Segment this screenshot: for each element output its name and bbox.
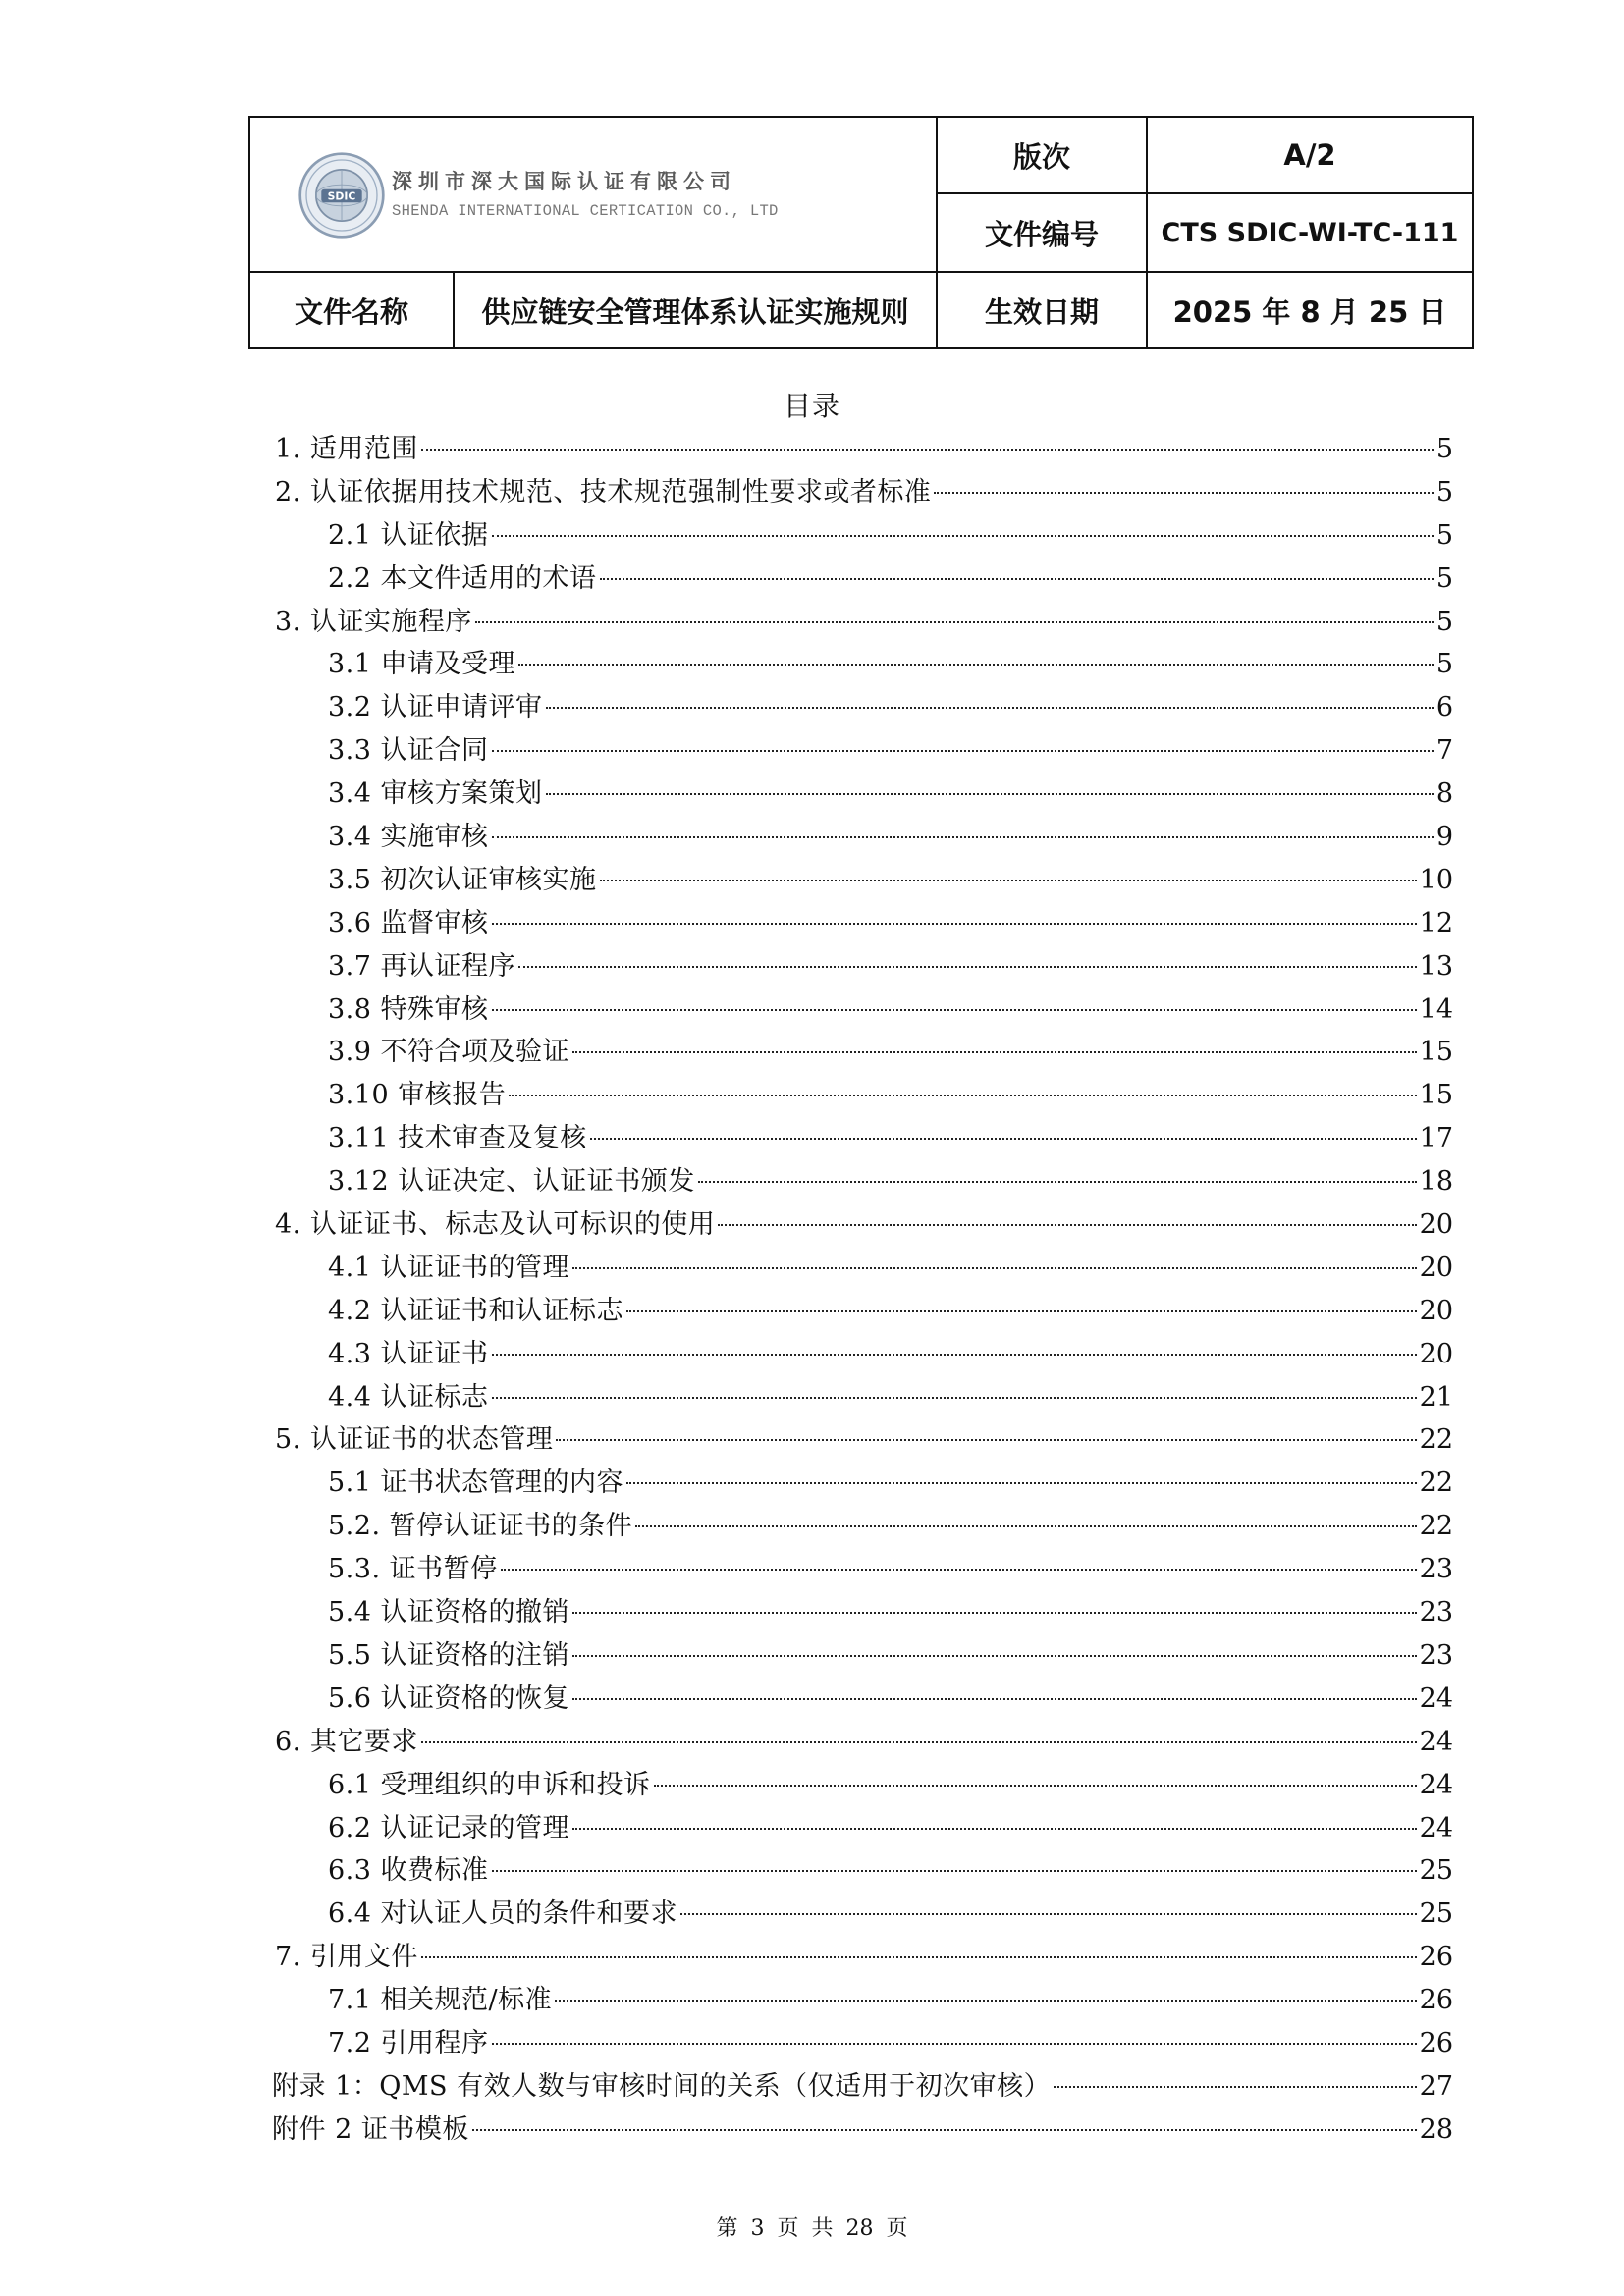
toc-entry[interactable] [275,729,1453,773]
toc-dot-leader [501,1569,1417,1571]
toc-entry[interactable] [275,1548,1453,1591]
toc-entry[interactable] [275,859,1453,902]
toc-entry-label: 7.1 相关规范/标准 [328,1985,553,2016]
toc-entry-label: 4.3 认证证书 [328,1338,489,1369]
toc-dot-leader [492,836,1434,838]
toc-entry-page: 15 [1419,1037,1453,1068]
toc-entry[interactable] [275,1160,1453,1203]
toc-dot-leader [492,1354,1417,1356]
toc-dot-leader [492,2043,1417,2045]
toc-dot-leader [492,1009,1417,1011]
toc-dot-leader [934,492,1433,494]
toc-dot-leader [492,1397,1417,1399]
toc-dot-leader [475,621,1434,623]
doc-number-value: CTS SDIC-WI-TC-111 [1161,217,1459,248]
toc-entry-label: 附件 2 证书模板 [272,2113,469,2145]
toc-dot-leader [546,707,1434,709]
table-of-contents [272,428,1453,2152]
toc-entry[interactable] [275,988,1453,1032]
toc-entry[interactable] [275,1074,1453,1117]
toc-dot-leader [635,1525,1417,1527]
toc-entry-label: 3.6 监督审核 [328,907,489,938]
toc-entry-label: 3.2 认证申请评审 [328,692,543,723]
toc-entry-label: 3.8 特殊审核 [328,993,489,1025]
toc-entry[interactable] [275,1376,1453,1419]
toc-entry[interactable] [275,1936,1453,1979]
toc-entry[interactable] [275,1979,1453,2022]
toc-entry-page: 12 [1419,907,1453,938]
toc-entry-label: 3.12 认证决定、认证证书颁发 [328,1166,695,1198]
toc-entry[interactable] [275,1807,1453,1850]
toc-dot-leader [492,750,1434,752]
toc-entry-page: 17 [1419,1123,1453,1154]
toc-entry[interactable] [275,902,1453,945]
doc-number-label: 文件编号 [984,217,1099,251]
toc-entry-page: 20 [1419,1252,1453,1283]
toc-entry-page: 20 [1419,1209,1453,1241]
toc-entry-label: 附录 1：QMS 有效人数与审核时间的关系（仅适用于初次审核） [272,2070,1052,2102]
toc-entry-label: 5.6 认证资格的恢复 [328,1682,570,1714]
toc-dot-leader [421,449,1434,451]
toc-dot-leader [698,1181,1417,1183]
toc-entry[interactable] [275,1247,1453,1290]
toc-dot-leader [572,1612,1417,1614]
toc-entry[interactable] [275,1031,1453,1074]
toc-entry-label: 4. 认证证书、标志及认可标识的使用 [275,1209,716,1241]
toc-entry-label: 1. 适用范围 [275,434,418,464]
toc-entry-label: 3.5 初次认证审核实施 [328,864,597,895]
toc-dot-leader [509,1095,1416,1096]
toc-entry[interactable] [275,1764,1453,1807]
document-header-table [248,116,1474,349]
toc-entry-label: 3.1 申请及受理 [328,649,516,680]
toc-entry[interactable] [275,1462,1453,1505]
toc-entry-label: 5.2. 暂停认证证书的条件 [328,1511,633,1542]
toc-title: 目录 [783,390,840,422]
company-logo-block [250,118,938,273]
toc-dot-leader [472,2129,1417,2131]
toc-entry-page: 26 [1419,2027,1453,2058]
toc-entry[interactable] [275,1418,1453,1462]
toc-dot-leader [518,966,1417,968]
toc-entry-page: 18 [1419,1166,1453,1198]
toc-entry-page: 24 [1419,1769,1453,1800]
toc-entry[interactable] [275,643,1453,686]
toc-entry-label: 2.1 认证依据 [328,519,489,551]
toc-entry-label: 4.1 认证证书的管理 [328,1252,570,1283]
toc-entry[interactable] [275,2022,1453,2065]
toc-entry-label: 5.3. 证书暂停 [328,1554,498,1585]
toc-entry-page: 27 [1419,2070,1453,2102]
toc-entry-label: 6.2 认证记录的管理 [328,1812,570,1843]
company-name-en: SHENDA INTERNATIONAL CERTICATION CO., LTD [392,201,779,220]
toc-entry-label: 7.2 引用程序 [328,2027,489,2058]
doc-name-label: 文件名称 [294,294,408,329]
company-name-cn: 深圳市深大国际认证有限公司 [392,169,736,193]
toc-dot-leader [572,1698,1417,1700]
doc-name-value: 供应链安全管理体系认证实施规则 [481,294,909,329]
toc-entry-page: 5 [1435,519,1453,551]
toc-entry-label: 6.4 对认证人员的条件和要求 [328,1898,678,1930]
toc-dot-leader [572,1051,1417,1053]
toc-entry[interactable] [275,1505,1453,1548]
toc-entry-page: 26 [1419,1942,1453,1973]
toc-entry-page: 24 [1419,1682,1453,1714]
toc-entry[interactable] [275,816,1453,859]
toc-entry-label: 4.4 认证标志 [328,1381,489,1413]
toc-entry[interactable] [275,558,1453,601]
toc-entry-label: 3.4 实施审核 [328,822,489,853]
toc-dot-leader [654,1785,1417,1787]
toc-entry-page: 6 [1435,692,1453,723]
toc-entry-label: 5.5 认证资格的注销 [328,1639,570,1671]
toc-dot-leader [492,1870,1417,1872]
toc-entry[interactable] [275,686,1453,729]
toc-entry-page: 13 [1419,950,1453,982]
toc-entry-label: 3.10 审核报告 [328,1080,507,1111]
toc-entry[interactable] [275,1678,1453,1721]
toc-entry-page: 25 [1419,1898,1453,1930]
toc-entry-page: 22 [1419,1468,1453,1499]
toc-entry-page: 24 [1419,1726,1453,1757]
toc-entry-page: 5 [1435,606,1453,637]
toc-dot-leader [600,880,1417,881]
toc-entry[interactable] [275,1849,1453,1893]
effective-date-value: 2025 年 8 月 25 日 [1172,294,1447,329]
toc-dot-leader [421,1956,1417,1958]
toc-entry-page: 20 [1419,1338,1453,1369]
toc-entry[interactable] [275,471,1453,514]
toc-entry-page: 21 [1419,1381,1453,1413]
toc-entry-label: 6.3 收费标准 [328,1855,489,1887]
toc-entry-label: 2.2 本文件适用的术语 [328,562,597,594]
toc-entry[interactable] [275,1203,1453,1247]
toc-entry-page: 22 [1419,1511,1453,1542]
toc-dot-leader [492,535,1434,537]
toc-dot-leader [718,1224,1416,1226]
toc-dot-leader [572,1828,1417,1830]
effective-date-label: 生效日期 [984,294,1099,329]
page-number-footer: 第 3 页 共 28 页 [716,2216,908,2241]
toc-entry-page: 23 [1419,1597,1453,1629]
toc-entry-page: 25 [1419,1855,1453,1887]
toc-entry[interactable] [275,1290,1453,1333]
toc-entry[interactable] [275,1634,1453,1678]
toc-entry[interactable] [272,2109,1453,2152]
toc-entry-label: 3.11 技术审查及复核 [328,1123,587,1154]
toc-entry[interactable] [275,1591,1453,1634]
toc-entry-label: 5. 认证证书的状态管理 [275,1424,554,1456]
toc-entry-label: 3.3 认证合同 [328,735,489,767]
toc-dot-leader [600,578,1434,580]
company-seal-icon [298,151,386,240]
toc-entry-label: 3. 认证实施程序 [275,606,472,637]
toc-entry-label: 6.1 受理组织的申诉和投诉 [328,1769,651,1800]
toc-entry-label: 4.2 认证证书和认证标志 [328,1295,624,1326]
toc-entry-page: 9 [1435,822,1453,853]
toc-dot-leader [518,664,1434,666]
toc-entry[interactable] [275,1333,1453,1376]
toc-entry-page: 14 [1419,993,1453,1025]
toc-entry[interactable] [275,428,1453,471]
toc-dot-leader [590,1138,1417,1140]
toc-entry-page: 26 [1419,1985,1453,2016]
toc-entry-page: 22 [1419,1424,1453,1456]
toc-entry-page: 20 [1419,1295,1453,1326]
toc-entry-page: 23 [1419,1639,1453,1671]
toc-entry-label: 2. 认证依据用技术规范、技术规范强制性要求或者标准 [275,476,932,507]
toc-entry-page: 15 [1419,1080,1453,1111]
toc-entry[interactable] [275,1117,1453,1160]
toc-entry[interactable] [275,773,1453,816]
toc-entry-page: 28 [1419,2113,1453,2145]
toc-entry[interactable] [272,2065,1453,2109]
toc-entry-page: 5 [1435,434,1453,464]
toc-entry[interactable] [275,945,1453,988]
toc-dot-leader [492,923,1417,925]
toc-dot-leader [546,793,1434,795]
toc-entry-page: 5 [1435,649,1453,680]
toc-entry-label: 5.4 认证资格的撤销 [328,1597,570,1629]
toc-entry-label: 6. 其它要求 [275,1726,418,1757]
toc-entry-label: 3.9 不符合项及验证 [328,1037,570,1068]
toc-dot-leader [421,1741,1417,1743]
toc-entry-page: 23 [1419,1554,1453,1585]
toc-entry-page: 5 [1435,476,1453,507]
toc-dot-leader [572,1267,1417,1269]
toc-entry-label: 5.1 证书状态管理的内容 [328,1468,624,1499]
version-value: A/2 [1283,138,1336,172]
toc-entry-label: 7. 引用文件 [275,1942,418,1973]
logo-badge-text: SDIC [327,189,356,203]
toc-dot-leader [555,2000,1417,2002]
toc-entry-label: 3.7 再认证程序 [328,950,516,982]
toc-entry[interactable] [275,1721,1453,1764]
toc-dot-leader [556,1439,1416,1441]
toc-entry-page: 10 [1419,864,1453,895]
toc-entry-page: 7 [1435,735,1453,767]
toc-entry[interactable] [275,601,1453,644]
toc-dot-leader [572,1655,1417,1657]
toc-entry-page: 8 [1435,778,1453,810]
version-label: 版次 [1012,139,1070,174]
toc-dot-leader [680,1913,1417,1915]
toc-dot-leader [626,1310,1417,1312]
toc-entry[interactable] [275,514,1453,558]
toc-entry-label: 3.4 审核方案策划 [328,778,543,810]
toc-entry-page: 5 [1435,562,1453,594]
toc-entry-page: 24 [1419,1812,1453,1843]
toc-dot-leader [626,1482,1417,1484]
toc-dot-leader [1054,2086,1417,2088]
toc-entry[interactable] [275,1893,1453,1936]
